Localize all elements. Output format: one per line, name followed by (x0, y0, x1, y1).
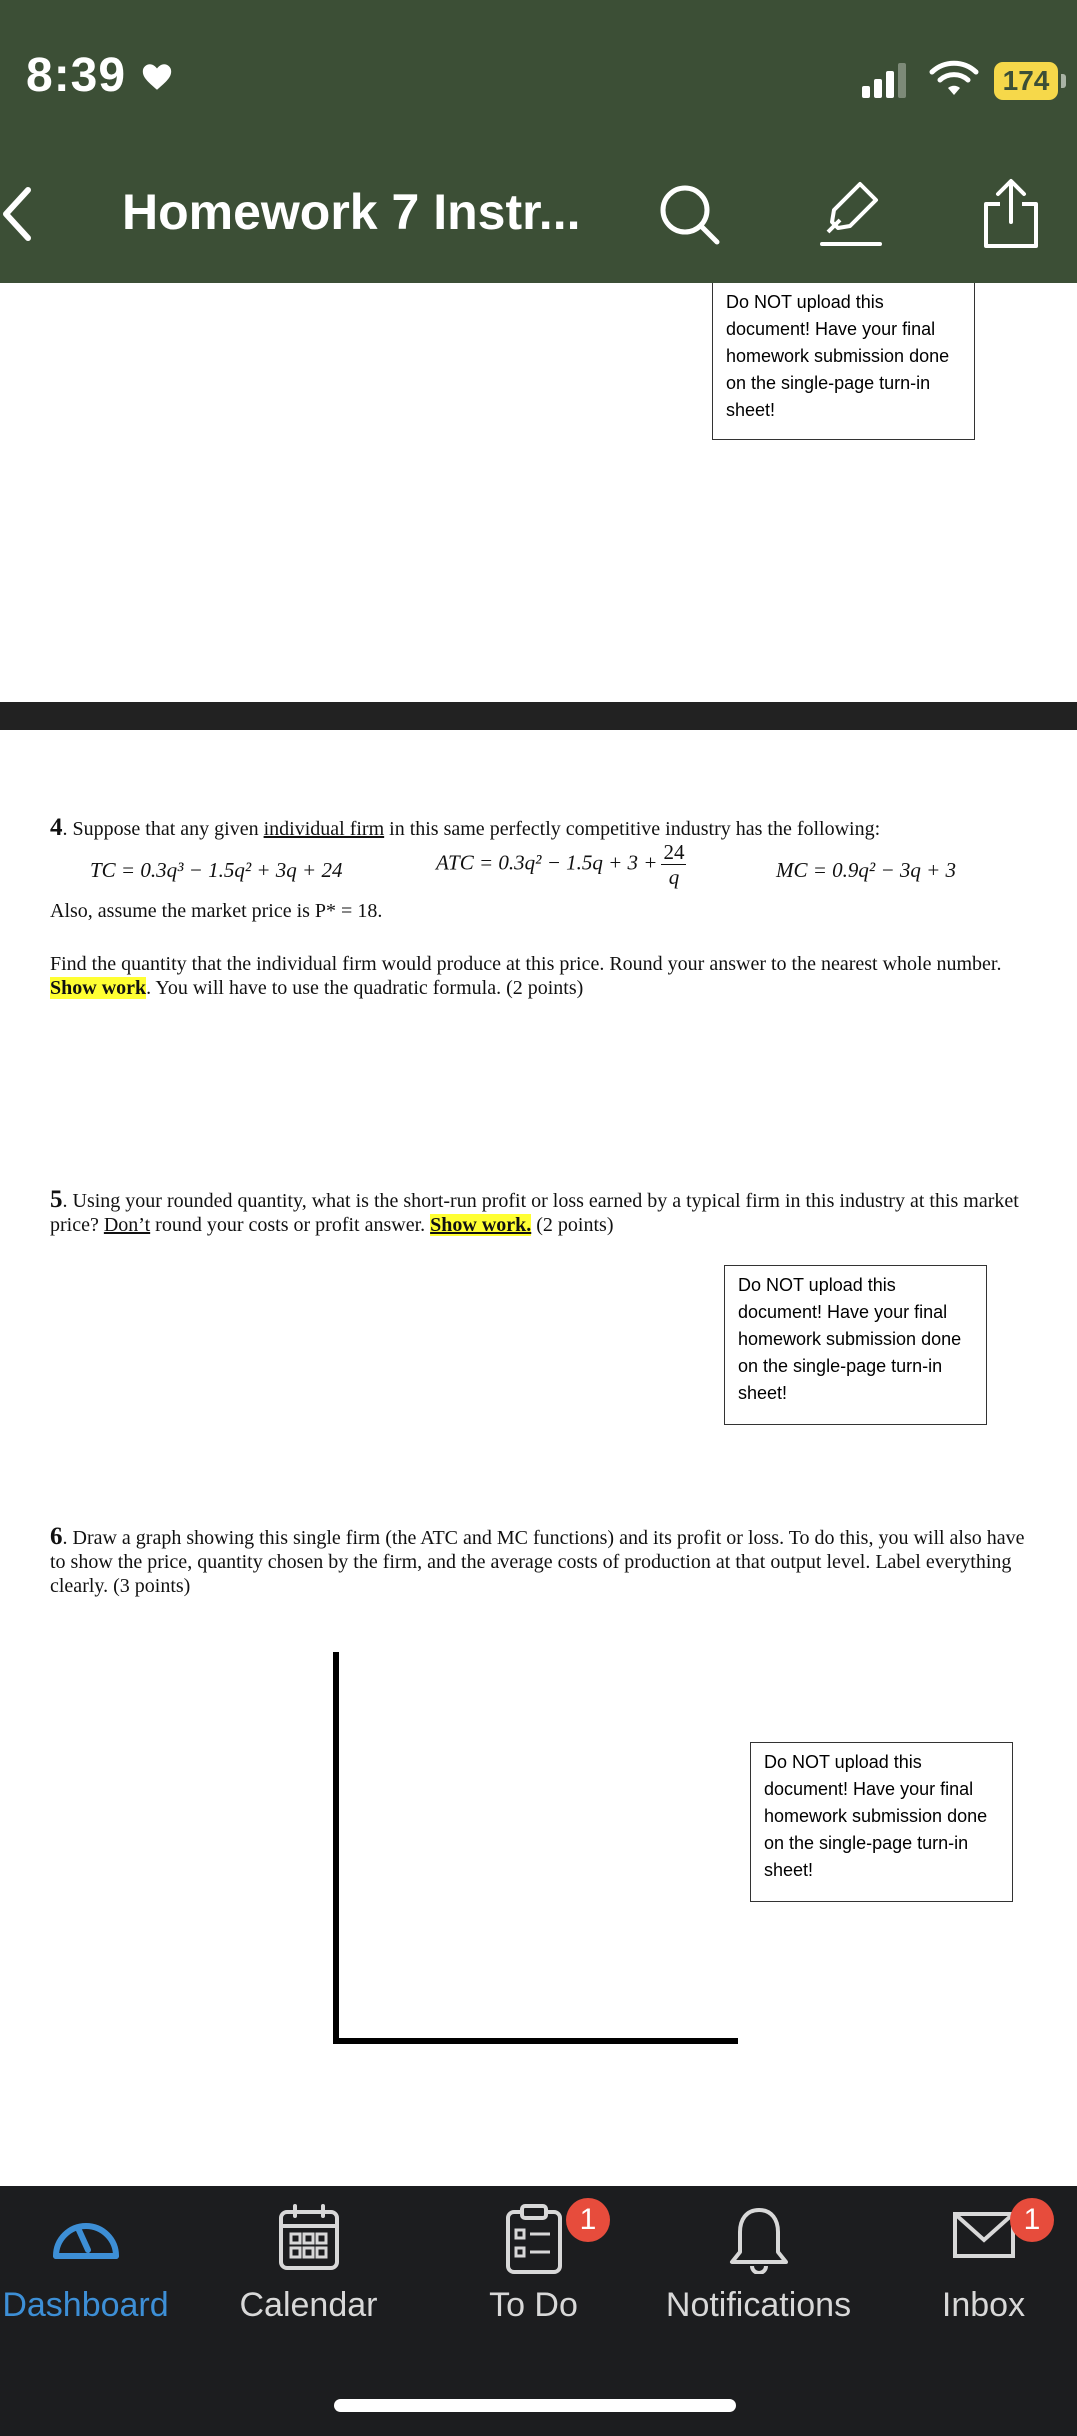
todo-badge: 1 (566, 2198, 610, 2242)
question-text-underlined: Don’t (103, 1214, 151, 1236)
show-work-highlight: Show work. (430, 1214, 532, 1236)
note-line: homework submission done (738, 1329, 962, 1349)
tab-notifications[interactable] (651, 2190, 866, 2324)
inbox-badge: 1 (1010, 2198, 1054, 2242)
status-bar (0, 0, 1077, 160)
page-divider (0, 702, 1077, 730)
tab-dashboard[interactable] (0, 2190, 193, 2324)
graph-y-axis (333, 1652, 339, 2044)
note-line: document! Have your final (726, 319, 936, 339)
note-line: sheet! (764, 1860, 814, 1880)
question-text: . Draw a graph showing this single firm (the ATC and MC functions) and its profit or loss. To do this, you will also have to show the price, quantity chosen by the firm, and the average costs of production at that output level. Label everything clearly. (3 points) (50, 1527, 1025, 1597)
tab-inbox[interactable] (876, 2190, 1077, 2324)
note-line: on the single-page turn-in (738, 1356, 943, 1376)
question-text: . Using your rounded quantity, what is the short-run profit or loss earned by a typical firm in this industry at this market price? (50, 1190, 1019, 1236)
graph-x-axis (333, 2038, 738, 2044)
tc-equation: TC = 0.3q³ − 1.5q² + 3q + 24 (90, 858, 343, 882)
note-line: on the single-page turn-in (726, 373, 931, 393)
question-4-task (50, 952, 1010, 1000)
tab-calendar[interactable] (201, 2190, 416, 2324)
wifi-icon (928, 58, 980, 98)
question-6 (50, 1525, 1025, 1598)
tab-todo[interactable] (426, 2190, 641, 2324)
tab-label: To Do (489, 2286, 578, 2324)
back-chevron-icon[interactable] (0, 178, 40, 250)
share-icon[interactable] (980, 176, 1042, 252)
atc-equation-text: ATC = 0.3q² − 1.5q + 3 + (436, 850, 658, 875)
tab-label: Inbox (941, 2286, 1026, 2324)
home-indicator[interactable] (334, 2399, 736, 2412)
note-line: Do NOT upload this (764, 1752, 922, 1772)
mc-equation: MC = 0.9q² − 3q + 3 (776, 858, 957, 882)
atc-equation (436, 840, 686, 889)
question-number: 5 (50, 1186, 63, 1213)
bell-icon (726, 2204, 792, 2274)
document-title: Homework 7 Instr... (122, 184, 581, 240)
heart-icon (140, 60, 174, 94)
note-line: sheet! (738, 1383, 788, 1403)
question-number: 6 (50, 1523, 63, 1550)
envelope-icon (951, 2204, 1017, 2264)
battery-nub (1061, 74, 1066, 88)
tab-label: Notifications (665, 2286, 852, 2324)
atc-fraction (661, 840, 686, 889)
note-line: homework submission done (726, 346, 950, 366)
question-text: . Suppose that any given (62, 818, 264, 840)
note-line: sheet! (726, 400, 776, 420)
atc-denominator: q (668, 865, 680, 889)
question-text: round your costs or profit answer. (150, 1214, 431, 1236)
question-5 (50, 1188, 1020, 1237)
question-4 (50, 816, 1040, 841)
task-text: Find the quantity that the individual firm would produce at this price. Round your answer to the nearest whole number. (50, 953, 1002, 975)
highlighter-icon[interactable] (820, 178, 882, 250)
question-text: in this same perfectly competitive industry has the following: (384, 818, 881, 840)
upload-warning-note (712, 283, 975, 440)
note-line: on the single-page turn-in (764, 1833, 969, 1853)
task-text: . You will have to use the quadratic formula. (2 points) (146, 977, 584, 999)
search-icon[interactable] (655, 180, 723, 250)
question-text: (2 points) (531, 1214, 614, 1236)
upload-warning-note (724, 1265, 987, 1425)
show-work-highlight: Show work (50, 977, 147, 999)
dashboard-gauge-icon (48, 2204, 124, 2264)
note-line: document! Have your final (738, 1302, 948, 1322)
note-line: Do NOT upload this (726, 292, 884, 312)
upload-warning-note (750, 1742, 1013, 1902)
tab-label: Calendar (239, 2286, 378, 2324)
question-text-underlined: individual firm (263, 818, 385, 840)
calendar-icon (277, 2204, 341, 2274)
status-time: 8:39 (26, 49, 127, 102)
cellular-signal-icon (860, 60, 912, 100)
question-number: 4 (50, 814, 63, 841)
market-price-assumption: Also, assume the market price is P* = 18. (50, 900, 383, 922)
note-line: Do NOT upload this (738, 1275, 896, 1295)
battery-indicator: 174 (994, 62, 1058, 100)
todo-clipboard-icon (502, 2204, 566, 2276)
tab-label: Dashboard (2, 2286, 169, 2324)
note-line: document! Have your final (764, 1779, 974, 1799)
note-line: homework submission done (764, 1806, 988, 1826)
atc-numerator: 24 (663, 840, 685, 864)
